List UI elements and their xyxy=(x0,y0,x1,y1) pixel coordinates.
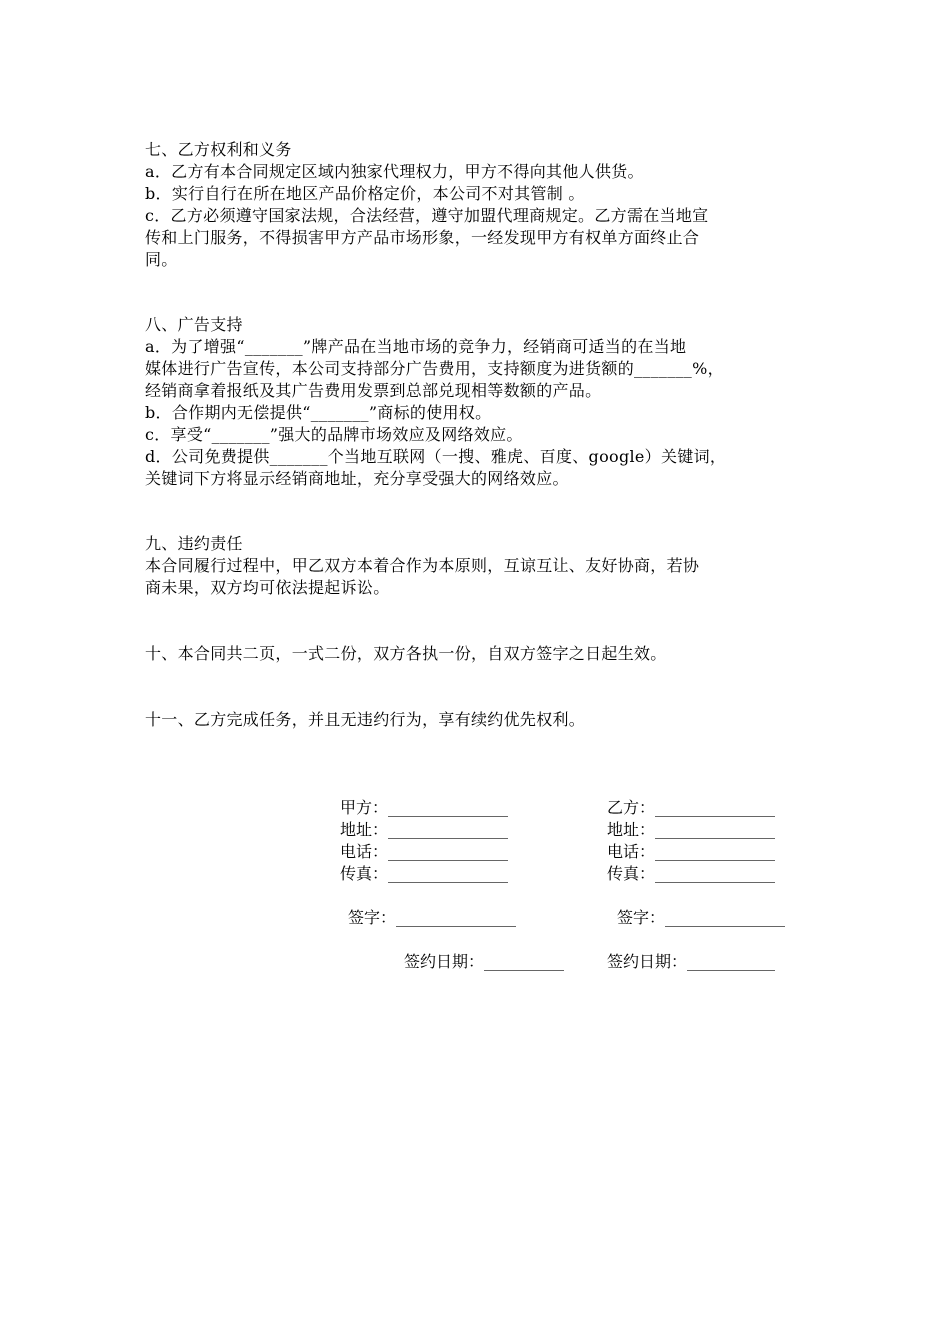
section8-line-b: b．合作期内无偿提供“_______”商标的使用权。 xyxy=(145,403,492,422)
section7-line-c2: 传和上门服务，不得损害甲方产品市场形象，一经发现甲方有权单方面终止合 xyxy=(145,228,700,247)
section7-line-c1: c．乙方必须遵守国家法规，合法经营，遵守加盟代理商规定。乙方需在当地宣 xyxy=(145,206,709,225)
party-b-phone-field: 电话：_______________ xyxy=(607,842,776,861)
party-b-name-field: 乙方：_______________ xyxy=(607,798,776,817)
party-a-fax-field: 传真：_______________ xyxy=(340,864,509,883)
section9-title: 九、违约责任 xyxy=(145,534,243,553)
section8-line-a3: 经销商拿着报纸及其广告费用发票到总部兑现相等数额的产品。 xyxy=(145,381,602,400)
party-a-address-field: 地址：_______________ xyxy=(340,820,509,839)
party-b-signature-field: 签字：_______________ xyxy=(617,908,786,927)
section8-line-d2: 关键词下方将显示经销商地址，充分享受强大的网络效应。 xyxy=(145,469,569,488)
section7-line-b: b．实行自行在所在地区产品价格定价，本公司不对其管制 。 xyxy=(145,184,585,203)
section8-line-a1: a．为了增强“_______”牌产品在当地市场的竞争力，经销商可适当的在当地 xyxy=(145,337,687,356)
section9-line-1: 本合同履行过程中，甲乙双方本着合作为本原则，互谅互让、友好协商，若协 xyxy=(145,556,700,575)
party-a-name-field: 甲方：_______________ xyxy=(340,798,509,817)
section8-line-a2: 媒体进行广告宣传，本公司支持部分广告费用，支持额度为进货额的_______%， xyxy=(145,359,724,378)
section7-line-a: a．乙方有本合同规定区域内独家代理权力，甲方不得向其他人供货。 xyxy=(145,162,644,181)
party-b-address-field: 地址：_______________ xyxy=(607,820,776,839)
section9-line-2: 商未果，双方均可依法提起诉讼。 xyxy=(145,578,390,597)
party-a-phone-field: 电话：_______________ xyxy=(340,842,509,861)
party-a-signature-field: 签字：_______________ xyxy=(348,908,517,927)
section7-line-c3: 同。 xyxy=(145,250,178,269)
party-b-fax-field: 传真：_______________ xyxy=(607,864,776,883)
section10-text: 十、本合同共二页，一式二份，双方各执一份，自双方签字之日起生效。 xyxy=(145,644,667,663)
section8-line-c: c．享受“_______”强大的品牌市场效应及网络效应。 xyxy=(145,425,523,444)
section8-title: 八、广告支持 xyxy=(145,315,243,334)
party-a-date-field: 签约日期：__________ xyxy=(404,952,565,971)
party-b-date-field: 签约日期：___________ xyxy=(607,952,776,971)
section8-line-d1: d．公司免费提供_______个当地互联网（一搜、雅虎、百度、google）关键词， xyxy=(145,447,727,466)
section11-text: 十一、乙方完成任务，并且无违约行为，享有续约优先权利。 xyxy=(145,710,586,729)
section7-title: 七、乙方权利和义务 xyxy=(145,140,292,159)
